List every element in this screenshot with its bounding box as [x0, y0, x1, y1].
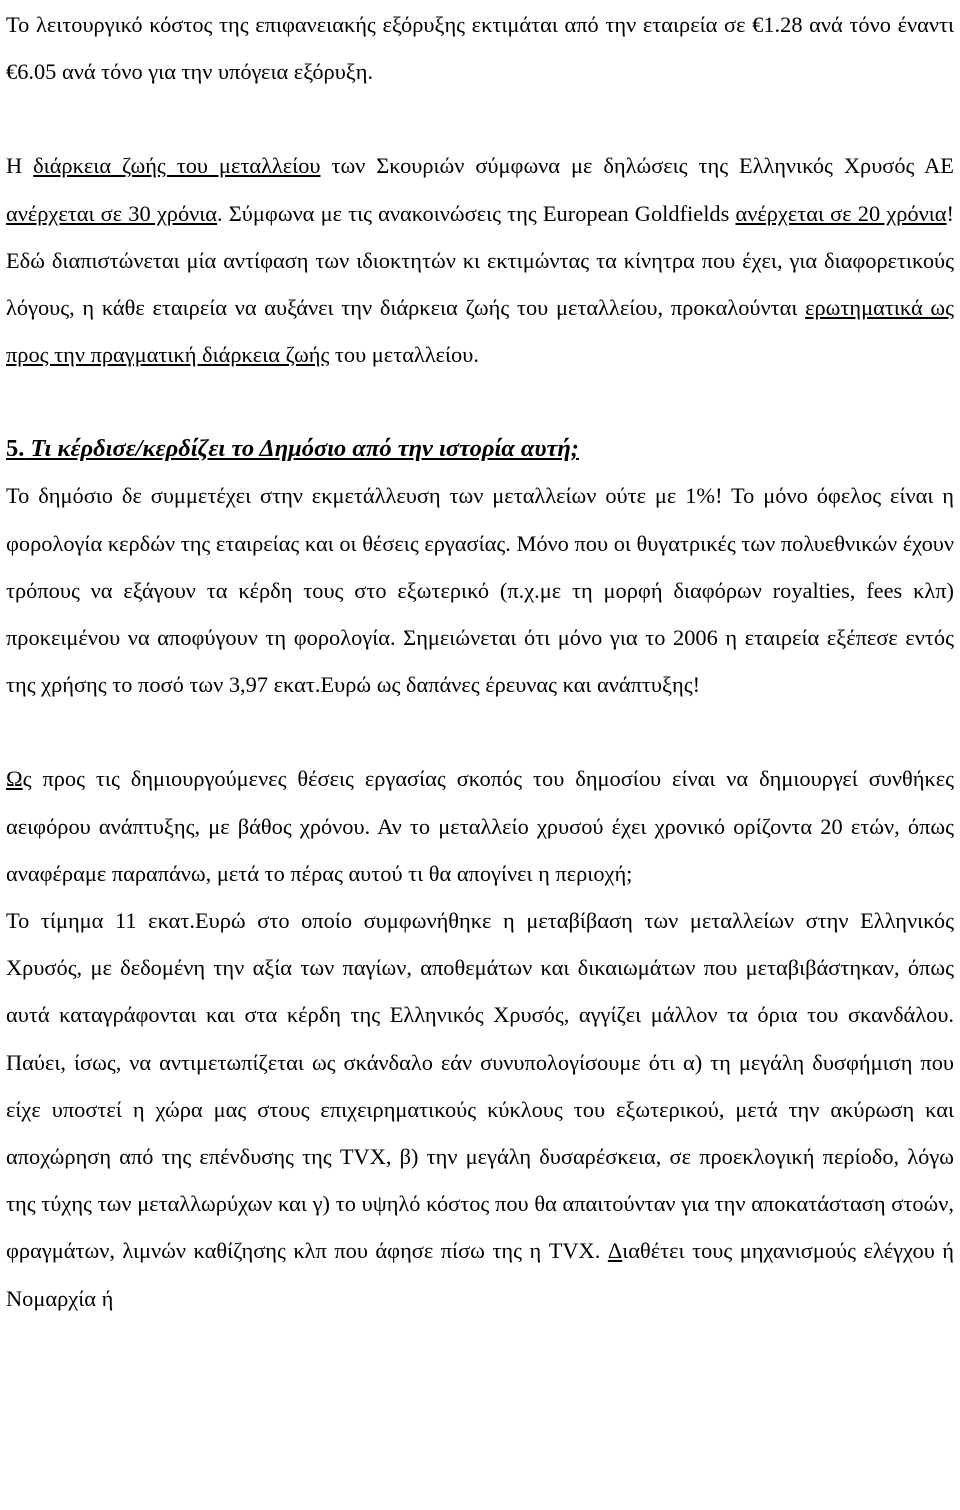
underlined-initial: Δ — [607, 1238, 623, 1264]
text-run: του μεταλλείου. — [329, 342, 479, 368]
underlined-mine-lifetime: διάρκεια ζωής του μεταλλείου — [33, 153, 321, 179]
underlined-initial: Ω — [6, 766, 23, 792]
underlined-30-years: ανέρχεται σε 30 χρόνια — [6, 200, 218, 226]
section-title: Τι κέρδισε/κερδίζει το Δημόσιο από την ιστορία αυτή; — [30, 435, 579, 463]
text-control: ιαθέτει τους μηχανισμούς ελέγχου ή Νομαρχία ή — [6, 1238, 954, 1311]
paragraph-price — [6, 897, 954, 1322]
section-number: 5. — [6, 435, 25, 463]
paragraph-gap — [6, 378, 954, 425]
section-5-heading — [6, 425, 954, 472]
text-run: . Σύμφωνα με τις ανακοινώσεις της European Goldfields — [217, 200, 736, 226]
text-jobs: ς προς τις δημιουργούμενες θέσεις εργασίας σκοπός του δημοσίου είναι να δημιουργεί συνθήκες αειφόρου ανάπτυξης, με βάθος χρόνου. Αν το μεταλλείο χρυσού έχει χρονικό ορίζοντα 20 ετών, όπως αναφέραμε παραπάνω, μετά το πέρας αυτού τι θα απογίνει η περιοχή; — [6, 766, 954, 886]
text-public-benefit: Το δημόσιο δε συμμετέχει στην εκμετάλλευση των μεταλλείων ούτε με 1%! Το μόνο όφελος είναι η φορολογία κερδών της εταιρείας και οι θέσεις εργασίας. Μόνο που οι θυγατρικές των πολυεθνικών έχουν τρόπους να εξάγουν τα κέρδη τους στο εξωτερικό (π.χ.με τη μορφή διαφόρων royalties, fees κλπ) προκειμένου να αποφύγουν τη φορολογία. Σημειώνεται ότι μόνο για το 2006 η εταιρεία εξέπεσε εντός της χρήσης το ποσό των 3,97 εκατ.Ευρώ ως δαπάνες έρευνας και ανάπτυξης! — [6, 483, 954, 698]
paragraph-jobs — [6, 755, 954, 897]
paragraph-gap — [6, 708, 954, 755]
text-operating-cost: Το λειτουργικό κόστος της επιφανειακής εξόρυξης εκτιμάται από την εταιρεία σε €1.28 ανά τόνο έναντι €6.05 ανά τόνο για την υπόγεια εξόρυξη. — [6, 12, 954, 85]
underlined-questions: ερωτηματικά ως προς την πραγματική διάρκεια ζωής — [6, 295, 954, 368]
paragraph-mine-lifetime — [6, 142, 954, 378]
paragraph-public-benefit — [6, 472, 954, 708]
paragraph-operating-cost — [6, 1, 954, 95]
text-run: των Σκουριών σύμφωνα με δηλώσεις της Ελληνικός Χρυσός ΑΕ — [320, 153, 954, 179]
text-run: ! Εδώ διαπιστώνεται μία αντίφαση των ιδιοκτητών κι εκτιμώντας τα κίνητρα που έχει, για διαφορετικούς λόγους, η κάθε εταιρεία να αυξάνει την διάρκεια ζωής του μεταλλείου, προκαλούνται — [6, 200, 954, 321]
underlined-20-years: ανέρχεται σε 20 χρόνια — [735, 200, 947, 226]
text-price: Το τίμημα 11 εκατ.Ευρώ στο οποίο συμφωνήθηκε η μεταβίβαση των μεταλλείων στην Ελληνικός Χρυσός, με δεδομένη την αξία των παγίων, αποθεμάτων και δικαιωμάτων που μεταβιβάστηκαν, όπως αυτά καταγράφονται και στα κέρδη της Ελληνικός Χρυσός, αγγίζει μάλλον τα όρια του σκανδάλου. Παύει, ίσως, να αντιμετωπίζεται ως σκάνδαλο εάν συνυπολογίσουμε ότι α) τη μεγάλη δυσφήμιση που είχε υποστεί η χώρα μας στους επιχειρηματικούς κύκλους του εξωτερικού, μετά την ακύρωση και αποχώρηση από της επένδυσης της TVX, β) την μεγάλη δυσαρέσκεια, σε προεκλογική περίοδο, λόγω της τύχης των μεταλλωρύχων και γ) το υψηλό κόστος που θα απαιτούνταν για την αποκατάσταση στοών, φραγμάτων, λιμνών καθίζησης κλπ που άφησε πίσω της η TVX. — [6, 908, 954, 1264]
document-page — [6, 0, 954, 1322]
paragraph-gap — [6, 95, 954, 142]
text-run: Η — [6, 153, 34, 179]
